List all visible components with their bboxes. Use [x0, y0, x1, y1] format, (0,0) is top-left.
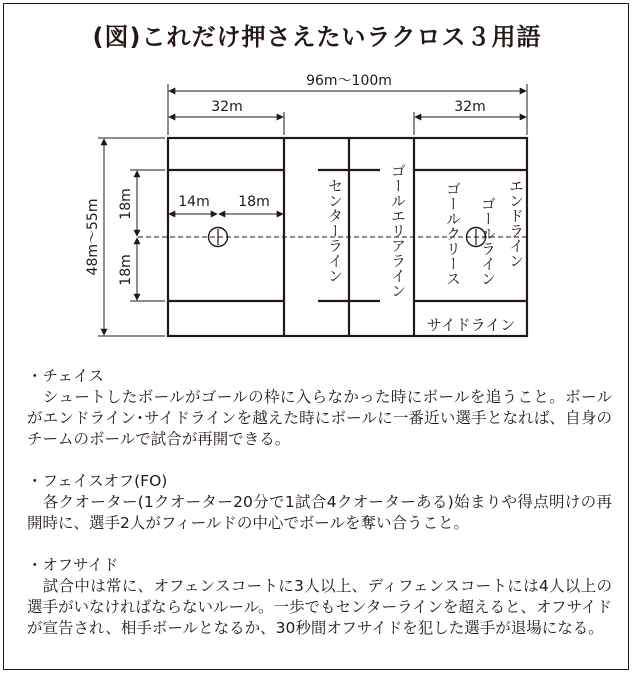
- goal-area-line-label: ゴールエリアライン: [389, 163, 407, 298]
- end-zone-right-label: 32m: [454, 99, 486, 115]
- goal-crease-label: ゴールクリース: [444, 181, 462, 286]
- term-heading: ・フェイスオフ(FO): [27, 472, 168, 490]
- term-chase: [27, 366, 612, 450]
- term-heading: ・チェイス: [27, 367, 104, 385]
- term-description: シュートしたボールがゴールの枠に入らなかった時にボールを追うこと。ボールがエンドライン･サイドラインを越えた時にボールに一番近い選手となれば、自身のチームのボールで試合が再開できる。: [27, 388, 612, 448]
- term-face-off: [27, 471, 612, 534]
- end-zone-left-label: 32m: [211, 99, 243, 115]
- term-description: 各クオーター(1クオーター20分で1試合4クオーターある)始まりや得点明けの再開時に、選手2人がフィールドの中心でボールを奪い合うこと。: [27, 493, 612, 532]
- goal-line-label: ゴールライン: [479, 196, 497, 286]
- upper-half-label: 18m: [118, 188, 134, 220]
- end-line-label: エンドライン: [507, 178, 525, 268]
- total-length-label: 96m〜100m: [306, 73, 392, 89]
- term-offside: [27, 555, 612, 639]
- side-line-label: サイドライン: [426, 316, 516, 334]
- width-label: 48m〜55m: [85, 198, 101, 276]
- term-list: [27, 366, 612, 660]
- term-heading: ・オフサイド: [27, 556, 119, 574]
- crease-to-zone-label: 18m: [238, 194, 270, 210]
- figure-title: (図)これだけ押さえたいラクロス３用語: [92, 23, 542, 51]
- crease-distance-label: 14m: [178, 194, 210, 210]
- term-description: 試合中は常に、オフェンスコートに3人以上、ディフェンスコートには4人以上の選手がいなければならないルール。一歩でもセンターラインを超えると、オフサイドが宣告され、相手ボールとなるか、30秒間オフサイドを犯した選手が退場になる。: [27, 577, 612, 637]
- center-line-label: センターライン: [326, 178, 344, 283]
- lower-half-label: 18m: [118, 254, 134, 286]
